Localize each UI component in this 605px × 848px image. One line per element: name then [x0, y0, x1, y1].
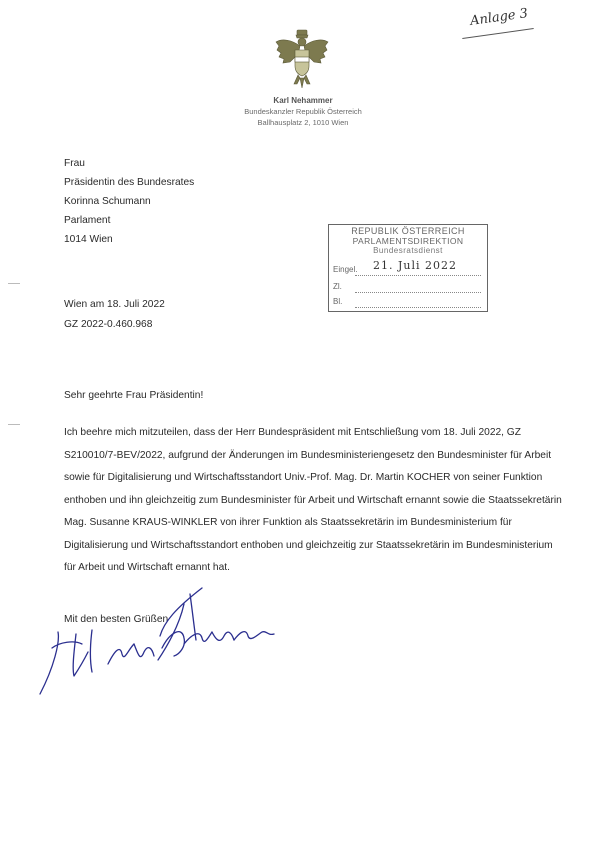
date-line: Wien am 18. Juli 2022: [64, 299, 165, 310]
closing: Mit den besten Grüßen: [64, 614, 169, 625]
annex-label: Anlage 3: [469, 6, 529, 29]
recipient-line: Frau: [64, 158, 85, 169]
recipient-line: Präsidentin des Bundesrates: [64, 177, 195, 188]
stamp-bl-row: [333, 297, 483, 309]
stamp-received-date: 21. Juli 2022: [373, 259, 458, 272]
sender-office: Bundeskanzler Republik Österreich: [244, 107, 362, 116]
handwritten-signature: [30, 582, 290, 712]
stamp-line-2: PARLAMENTSDIREKTION: [352, 236, 464, 246]
stamp-bl-label: Bl.: [333, 297, 343, 306]
receipt-stamp: [328, 224, 488, 312]
coat-of-arms-eagle-icon: [274, 28, 330, 90]
body-paragraph: Ich beehre mich mitzuteilen, dass der Herr Bundespräsident mit Entschließung vom 18. Juli 2022, GZ S210010/7-BEV/2022, aufgrund der Änderungen im Bundesministeriengesetz den Bundesminister für Arbeit sowie für Digitalisierung und Wirtschaftsstandort Univ.-Prof. Mag. Dr. Martin KOCHER von seiner Funktion enthoben und ihn gleichzeitig zum Bundesminister für Arbeit und Wirtschaft ernannt sowie die Staatssekretärin Mag. Susanne KRAUS-WINKLER von ihrer Funktion als Staatssekretärin im Bundesministerium für Digitalisierung und Wirtschaftsstandort enthoben und gleichzeitig zur Staatssekretärin im Bundesministerium für Arbeit und Wirtschaft ernannt hat.: [64, 427, 562, 573]
sender-name: Karl Nehammer: [273, 96, 333, 105]
stamp-dotted-line: [355, 275, 481, 276]
stamp-dotted-line: [355, 307, 481, 308]
stamp-dotted-line: [355, 292, 481, 293]
recipient-line: Korinna Schumann: [64, 196, 151, 207]
stamp-zl-label: Zl.: [333, 282, 342, 291]
stamp-zl-row: [333, 282, 483, 294]
stamp-line-3: Bundesratsdienst: [373, 246, 443, 255]
salutation: Sehr geehrte Frau Präsidentin!: [64, 390, 204, 401]
stamp-received-row: [333, 259, 483, 277]
margin-mark: [8, 283, 20, 284]
stamp-line-1: REPUBLIK ÖSTERREICH: [351, 226, 465, 236]
recipient-line: 1014 Wien: [64, 234, 113, 245]
margin-mark: [8, 424, 20, 425]
recipient-line: Parlament: [64, 215, 111, 226]
reference-number: GZ 2022-0.460.968: [64, 319, 153, 330]
annex-underline: [462, 28, 533, 39]
sender-address: Ballhausplatz 2, 1010 Wien: [257, 118, 349, 127]
stamp-received-label: Eingel.: [333, 265, 358, 274]
